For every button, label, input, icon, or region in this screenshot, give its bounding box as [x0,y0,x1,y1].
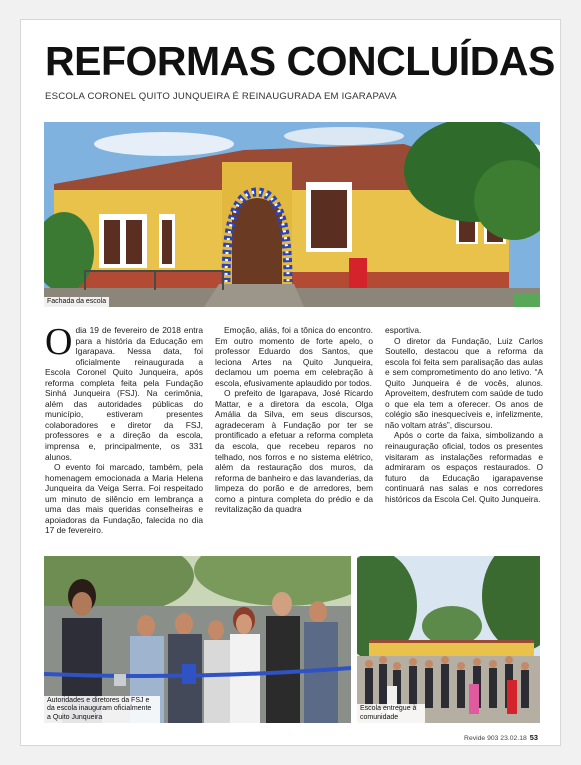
facade-illustration [44,122,540,307]
community-caption: Escola entregue à comunidade [357,704,425,723]
column-1 [45,321,203,536]
paragraph: O diretor da Fundação, Luiz Carlos Soutello, destacou que a reforma da escola foi feita sem paralisação das aulas e sem comprometimento do ano letivo. “A Quito Junqueira é de vocês, alunos. Aproveitem, desfrutem com saúde de tudo o que ela tem a oferecer. Os anos de colégio são inesquecíveis e, infelizmente, não voltam atrás”, discursou. [385,335,543,430]
community-illustration [357,556,540,723]
column-3 [385,325,543,504]
issue-info: Revide 903 23.02.18 [464,735,527,742]
facade-photo [44,122,540,307]
paragraph: O evento foi marcado, também, pela homenagem emocionada a Maria Helena Junqueira da Veiga Serra. Foi respeitado um minuto de silêncio em lembrança a uma das mais queridas conselheiras e apoiadoras da Fundação, falecida no dia 17 de fevereiro. [45,462,203,536]
page-footer [464,733,538,742]
paragraph: Após o corte da faixa, simbolizando a reinauguração oficial, todos os presentes visitaram as instalações reformadas e admiraram os espaços restaurados. O futuro da Educação igarapavense continuará nas salas e nos corredores históricos da Escola Cel. Quito Junqueira. [385,430,543,504]
facade-caption: Fachada da escola [44,297,109,308]
community-photo [357,556,540,723]
ribbon-cutting-photo [44,556,351,723]
paragraph: Emoção, aliás, foi a tônica do encontro. Em outro momento de forte apelo, o professor Eduardo dos Santos, que leciona Artes na Quito Junqueira, declamou um poema em celebração à escola, efusivamente aplaudido por todos. [215,325,373,388]
paragraph [45,321,203,462]
magazine-page [20,19,561,746]
page-number: 53 [529,733,538,742]
ribbon-cutting-caption: Autoridades e diretores da FSJ e da escola inauguram oficialmente a Quito Junqueira [44,696,160,724]
article-title: REFORMAS CONCLUÍDAS [45,38,555,84]
article-body [45,321,543,563]
article-subtitle: ESCOLA CORONEL QUITO JUNQUEIRA É REINAUGURADA EM IGARAPAVA [45,91,397,102]
paragraph-text: dia 19 de fevereiro de 2018 entra para a história da Educação em Igarapava. Nessa data, foi oficialmente reinaugurada a Escola Coronel Quito Junqueira, após reforma completa feita pela Fundação Sinhá Junqueira (FSJ). Na cerimônia, além das autoridades públicas do município, estiveram presentes colaboradores e diretor da FSJ, professores e a direção da escola, imprensa e, principalmente, os 331 alunos. [45,325,203,462]
column-2 [215,325,373,515]
dropcap: O [45,321,73,363]
paragraph: O prefeito de Igarapava, José Ricardo Mattar, e a diretora da escola, Olga Amália da Silva, em seus discursos, agradeceram à Fundação por ter se prontificado a efetuar a reforma completa da escola, que recebeu reparos no telhado, nos forros e no sistema elétrico, além da restauração dos muros, da reforma de banheiro e das lavanderias, da limpeza do porão e de arredores, bem como a pintura completa do prédio e da revitalização da quadra [215,388,373,515]
paragraph: esportiva. [385,325,422,335]
